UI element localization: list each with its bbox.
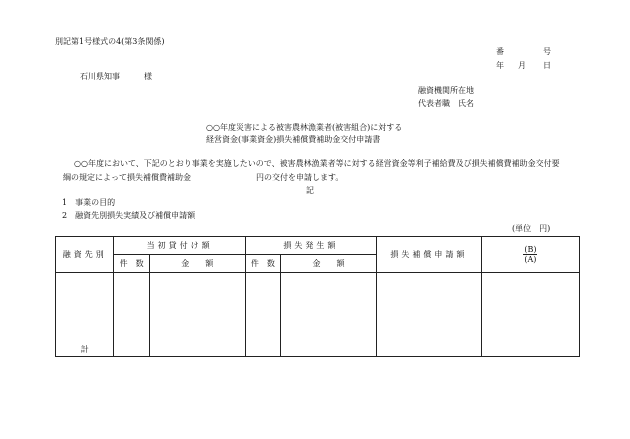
form-number: 別記第1号様式の4(第3条関係) (55, 37, 165, 46)
representative-label: 代表者職 氏名 (418, 99, 474, 108)
cell-count-initial (114, 273, 149, 357)
loss-compensation-table (55, 236, 580, 357)
col-header-compensation: 損失補償申請額 (376, 237, 481, 273)
addressee: 石川県知事 (80, 72, 120, 81)
ratio-fraction (523, 245, 537, 265)
unit-label: (単位 円) (512, 224, 551, 233)
sub-header-amount-initial: 金 額 (149, 255, 245, 273)
document-title-line2: 経営資金(事業資金)損失補償費補助金交付申請書 (206, 135, 381, 144)
col-header-lender: 融資先別 (56, 237, 114, 273)
table-row (56, 273, 580, 357)
col-header-ratio (481, 237, 579, 273)
cell-amount-loss (281, 273, 377, 357)
body-text-line2-start: 綱の規定によって損失補償費補助金 (63, 173, 191, 182)
ratio-denominator: (A) (524, 254, 537, 264)
body-text-line1: ○○年度において、下記のとおり事業を実施したいので、被害農林漁業者等に対する経営資金等利子補給費及び損失補償費補助金交付要 (74, 159, 560, 168)
cell-compensation (376, 273, 481, 357)
sub-header-count-initial: 件 数 (114, 255, 149, 273)
date-month-label: 月 (518, 61, 526, 70)
body-text-line2-end: 円の交付を申請します。 (256, 173, 344, 182)
ki-heading: 記 (306, 186, 314, 195)
col-header-loss-amount: 損失発生額 (245, 237, 376, 255)
item-1: 1 事業の目的 (62, 198, 116, 207)
number-suffix: 号 (543, 47, 551, 56)
cell-count-loss (245, 273, 280, 357)
date-year-label: 年 (496, 61, 504, 70)
institution-address-label: 融資機関所在地 (418, 86, 474, 95)
document-title-line1: ○○年度災害による被害農林漁業者(被害組合)に対する (206, 123, 403, 132)
total-label: 計 (56, 273, 114, 357)
addressee-suffix: 様 (144, 72, 152, 81)
sub-header-count-loss: 件 数 (245, 255, 280, 273)
col-header-initial-loan: 当初貸付け額 (114, 237, 245, 255)
sub-header-amount-loss: 金 額 (281, 255, 377, 273)
cell-amount-initial (149, 273, 245, 357)
cell-ratio (481, 273, 579, 357)
date-day-label: 日 (543, 61, 551, 70)
ratio-numerator: (B) (524, 244, 537, 254)
item-2: 2 融資先別損失実績及び補償申請額 (62, 211, 196, 220)
number-label: 番 (496, 47, 504, 56)
